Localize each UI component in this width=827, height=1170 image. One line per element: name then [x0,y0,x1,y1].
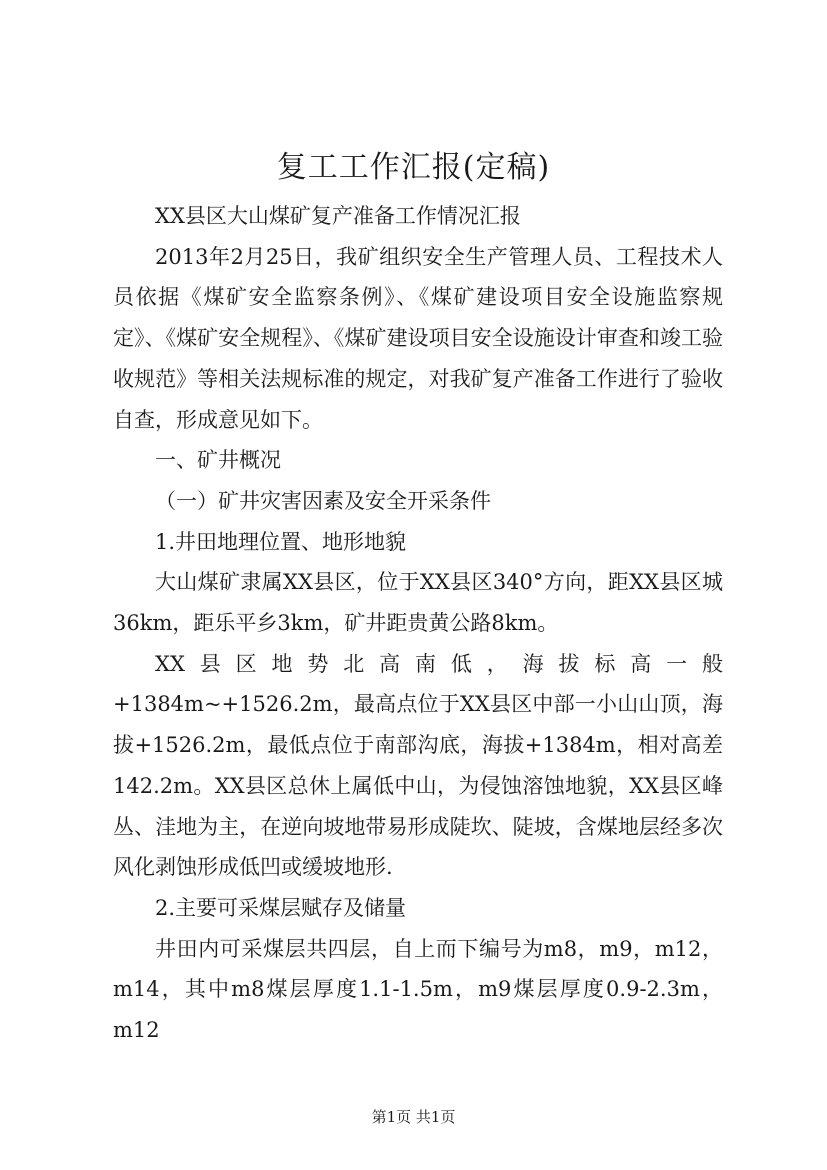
item-heading-location: 1.井田地理位置、地形地貌 [155,529,407,554]
location-paragraph: 大山煤矿隶属XX县区，位于XX县区340°方向，距XX县区城36km，距乐平乡3km，矿井距贵黄公路8km。 [113,570,723,636]
subsection-heading: （一）矿井灾害因素及安全开采条件 [155,488,491,513]
item-heading-coal-seams: 2.主要可采煤层赋存及储量 [155,895,407,920]
document-body [113,196,723,1051]
report-subtitle: XX县区大山煤矿复产准备工作情况汇报 [155,204,521,228]
intro-paragraph: 2013年2月25日，我矿组织安全生产管理人员、工程技术人员依据《煤矿安全监察条例》、《煤矿建设项目安全设施监察规定》、《煤矿安全规程》、《煤矿建设项目安全设施设计审查和竣工验收规范》等相关法规标准的规定，对我矿复产准备工作进行了验收自查，形成意见如下。 [113,244,723,432]
coal-seams-paragraph: 井田内可采煤层共四层，自上而下编号为m8，m9，m12，m14，其中m8煤层厚度1.1-1.5m，m9煤层厚度0.9-2.3m，m12 [113,936,723,1043]
page-footer: 第1页 共1页 [371,1108,456,1126]
document-title: 复工工作汇报(定稿) [276,150,551,185]
terrain-paragraph: XX县区地势北高南低，海拔标高一般+1384m~+1526.2m，最高点位于XX县区中部一小山山顶，海拔+1526.2m，最低点位于南部沟底，海拔+1384m，相对高差142.2m。XX县区总休上属低中山，为侵蚀溶蚀地貌，XX县区峰丛、洼地为主，在逆向坡地带易形成陡坎、陡坡，含煤地层经多次风化剥蚀形成低凹或缓坡地形. [113,651,723,880]
section-heading: 一、矿井概况 [155,448,281,473]
